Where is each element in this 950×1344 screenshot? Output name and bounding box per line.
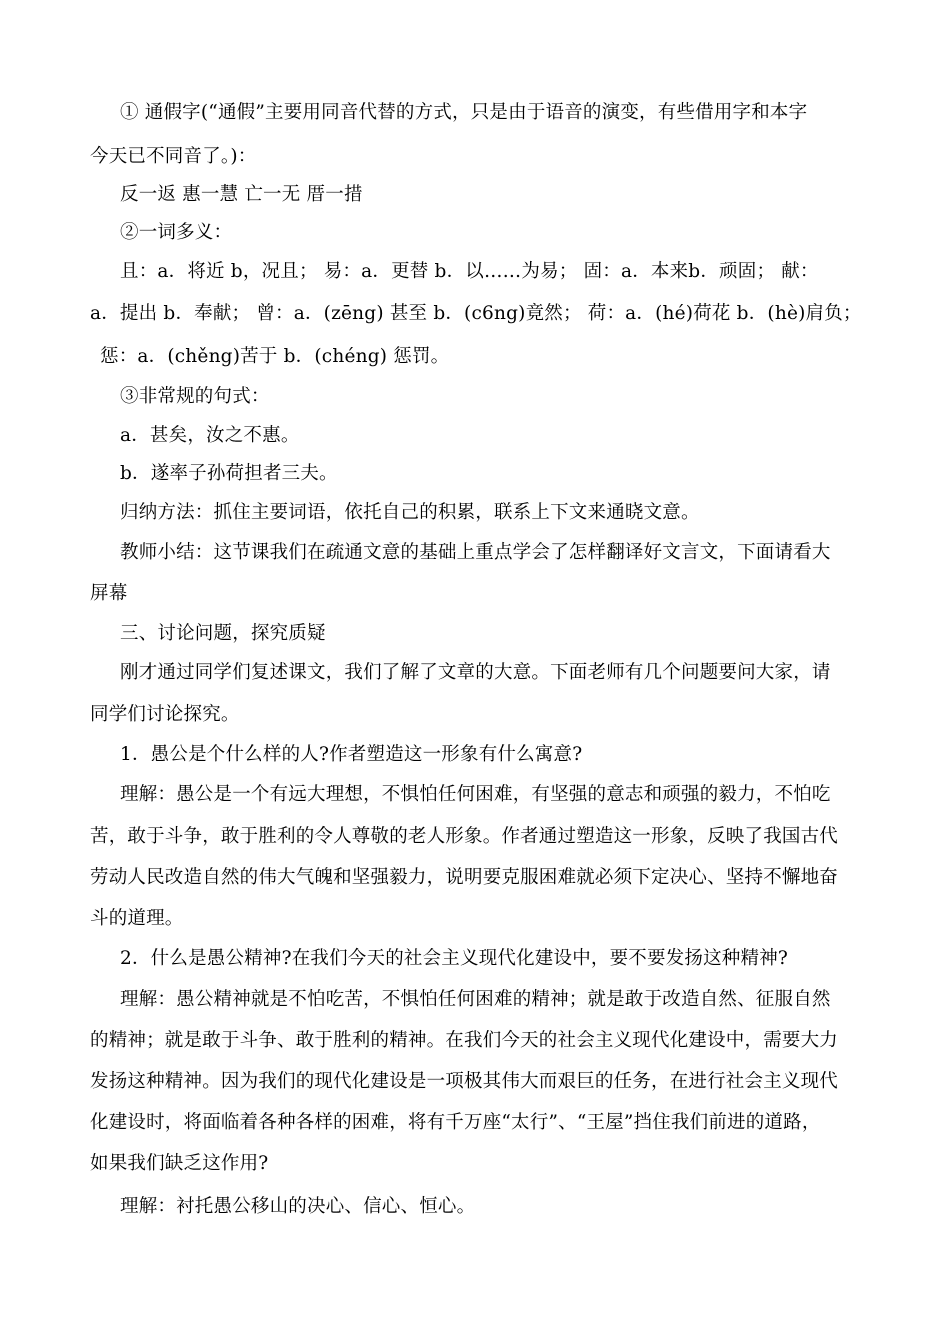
text-line: 苦，敢于斗争，敢于胜利的令人尊敬的老人形象。作者通过塑造这一形象，反映了我国古代: [90, 826, 839, 847]
text-line: a．甚矣，汝之不惠。: [120, 425, 300, 446]
text-line: 归纳方法：抓住主要词语，依托自己的积累，联系上下文来通晓文意。: [120, 502, 700, 523]
text-line: 理解：愚公是一个有远大理想，不惧怕任何困难，有坚强的意志和顽强的毅力，不怕吃: [120, 784, 831, 805]
text-line: ②一词多义：: [120, 222, 233, 243]
text-line: a．提出 b．奉献； 曾：a．(zēng) 甚至 b．(c6ng)竟然； 荷：a．(hé)荷花 b．(hè)肩负；: [90, 303, 862, 324]
text-line: 的精神；就是敢于斗争、敢于胜利的精神。在我们今天的社会主义现代化建设中，需要大力: [90, 1030, 839, 1051]
text-line: 且：a．将近 b，况且； 易：a．更替 b．以……为易； 固：a．本来b．顽固； 献：: [120, 261, 819, 282]
text-line: 惩：a．(chěng)苦于 b．(chéng) 惩罚。: [100, 346, 450, 367]
text-line: 教师小结：这节课我们在疏通文意的基础上重点学会了怎样翻译好文言文，下面请看大: [120, 542, 831, 563]
text-line: 理解：衬托愚公移山的决心、信心、恒心。: [120, 1196, 476, 1217]
text-line: ① 通假字(“通假”主要用同音代替的方式，只是由于语音的演变，有些借用字和本字: [120, 102, 808, 123]
text-line: 同学们讨论探究。: [90, 704, 240, 725]
text-line: 屏幕: [90, 583, 128, 604]
question-line: 2．什么是愚公精神?在我们今天的社会主义现代化建设中，要不要发扬这种精神?: [120, 948, 789, 969]
text-line: 发扬这种精神。因为我们的现代化建设是一项极其伟大而艰巨的任务，在进行社会主义现代: [90, 1071, 839, 1092]
text-line: b．遂率子孙荷担者三夫。: [120, 463, 338, 484]
text-line: 化建设时，将面临着各种各样的困难，将有千万座“太行”、“王屋”挡住我们前进的道路，: [90, 1112, 821, 1133]
text-line: 如果我们缺乏这作用?: [90, 1153, 269, 1174]
text-line: 反一返 惠一慧 亡一无 厝一措: [120, 184, 363, 205]
text-line: 斗的道理。: [90, 908, 184, 929]
section-heading: 三、讨论问题，探究质疑: [120, 623, 326, 644]
text-line: 劳动人民改造自然的伟大气魄和坚强毅力，说明要克服困难就必须下定决心、坚持不懈地奋: [90, 867, 839, 888]
text-line: 理解：愚公精神就是不怕吃苦，不惧怕任何困难的精神；就是敢于改造自然、征服自然: [120, 989, 831, 1010]
text-line: 刚才通过同学们复述课文，我们了解了文章的大意。下面老师有几个问题要问大家，请: [120, 662, 831, 683]
question-line: 1．愚公是个什么样的人?作者塑造这一形象有什么寓意?: [120, 744, 583, 765]
text-line: 今天已不同音了。)：: [90, 146, 257, 167]
text-line: ③非常规的句式：: [120, 386, 270, 407]
